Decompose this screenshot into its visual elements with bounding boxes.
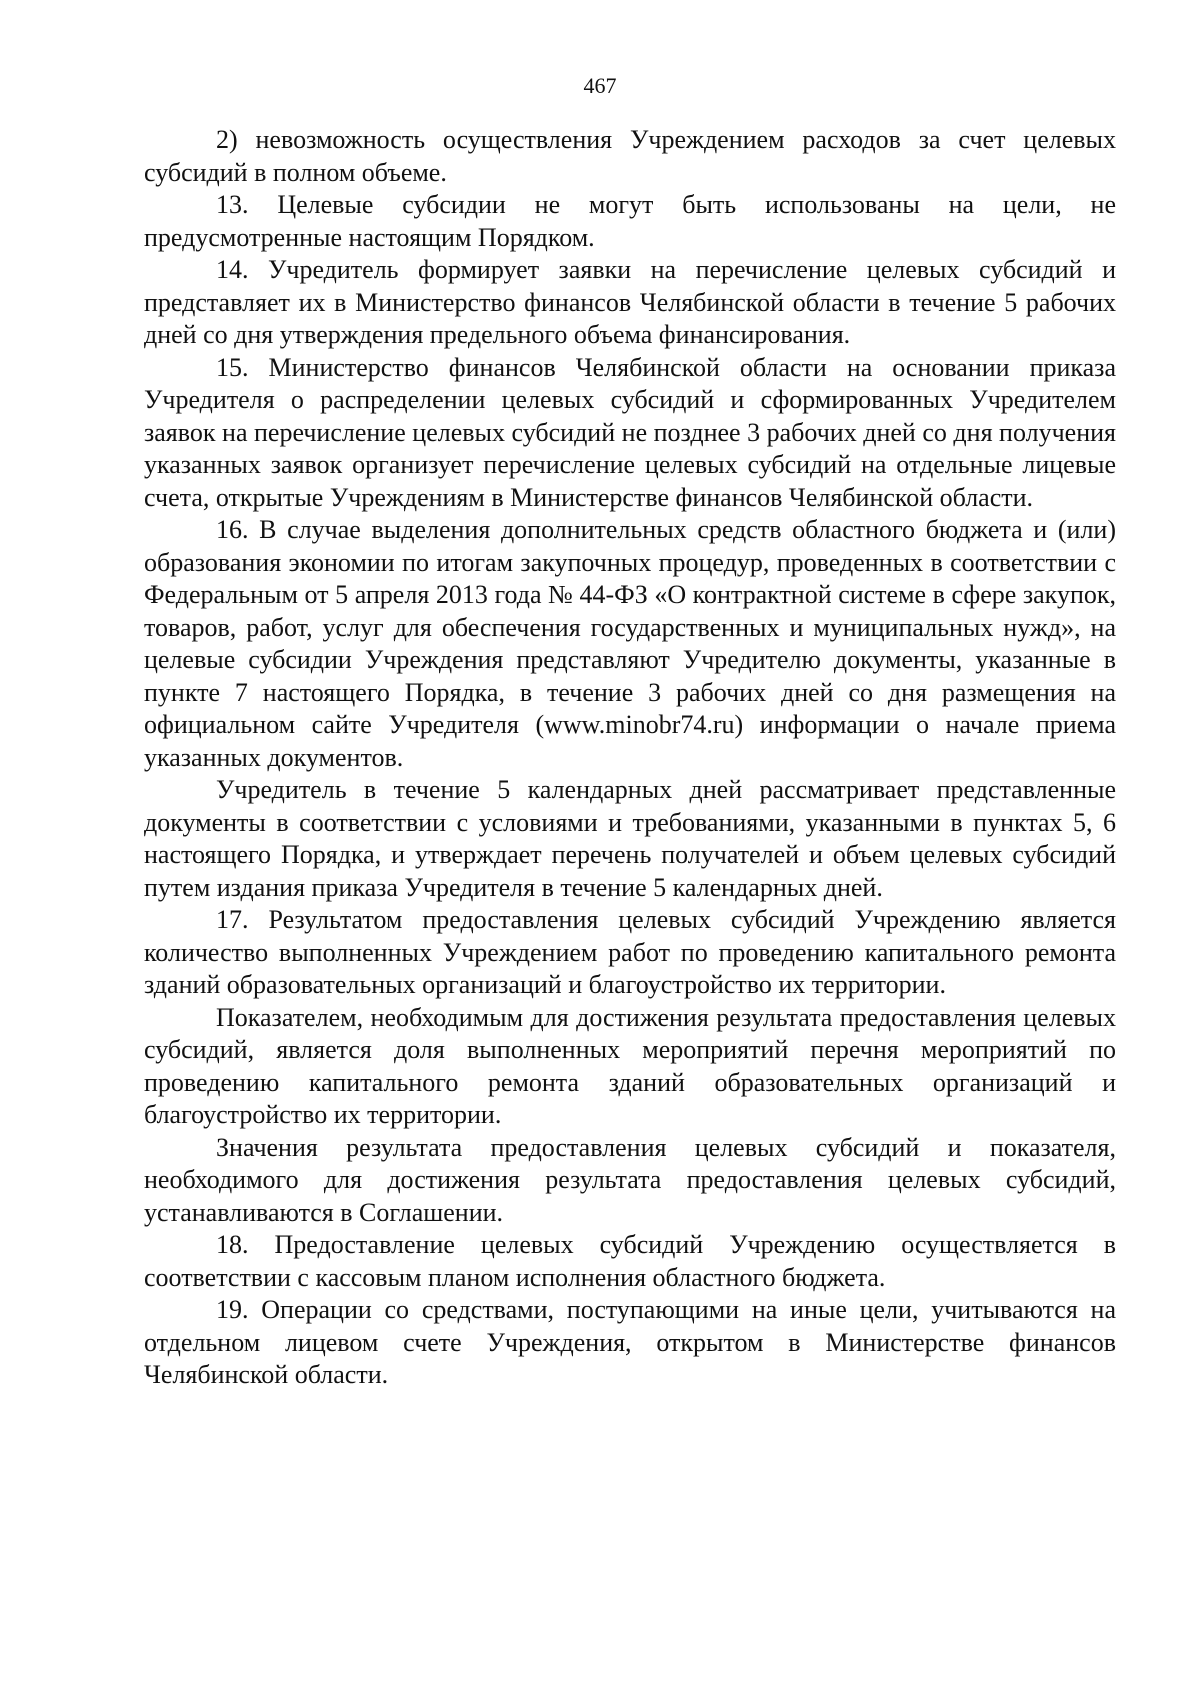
document-body (144, 124, 1116, 1392)
paragraph-clause-17-indicator: Показателем, необходимым для достижения результата предоставления целевых субсидий, является доля выполненных мероприятий перечня мероприятий по проведению капитального ремонта зданий образовательных организаций и благоустройство их территории. (144, 1002, 1116, 1129)
paragraph-clause-17-values: Значения результата предоставления целевых субсидий и показателя, необходимого для достижения результата предоставления целевых субсидий, устанавливаются в Соглашении. (144, 1132, 1116, 1227)
paragraph-clause-15: 15. Министерство финансов Челябинской области на основании приказа Учредителя о распределении целевых субсидий и сформированных Учредителем заявок на перечисление целевых субсидий не позднее 3 рабочих дней со дня получения указанных заявок организует перечисление целевых субсидий на отдельные лицевые счета, открытые Учреждениям в Министерстве финансов Челябинской области. (144, 352, 1116, 512)
paragraph-clause-16: 16. В случае выделения дополнительных средств областного бюджета и (или) образования экономии по итогам закупочных процедур, проведенных в соответствии с Федеральным от 5 апреля 2013 года № 44-ФЗ «О контрактной системе в сфере закупок, товаров, работ, услуг для обеспечения государственных и муниципальных нужд», на целевые субсидии Учреждения представляют Учредителю документы, указанные в пункте 7 настоящего Порядка, в течение 3 рабочих дней со дня размещения на официальном сайте Учредителя (www.minobr74.ru) информации о начале приема указанных документов. (144, 515, 1116, 772)
page-number: 467 (583, 73, 617, 98)
paragraph-clause-13: 13. Целевые субсидии не могут быть использованы на цели, не предусмотренные настоящим Порядком. (144, 190, 1116, 252)
paragraph-clause-14: 14. Учредитель формирует заявки на перечисление целевых субсидий и представляет их в Министерство финансов Челябинской области в течение 5 рабочих дней со дня утверждения предельного объема финансирования. (144, 255, 1116, 349)
paragraph-clause-16-continued: Учредитель в течение 5 календарных дней рассматривает представленные документы в соответствии с условиями и требованиями, указанными в пунктах 5, 6 настоящего Порядка, и утверждает перечень получателей и объем целевых субсидий путем издания приказа Учредителя в течение 5 календарных дней. (144, 775, 1116, 902)
paragraph-clause-17: 17. Результатом предоставления целевых субсидий Учреждению является количество выполненных Учреждением работ по проведению капитального ремонта зданий образовательных организаций и благоустройство их территории. (144, 905, 1116, 999)
paragraph-clause-18: 18. Предоставление целевых субсидий Учреждению осуществляется в соответствии с кассовым планом исполнения областного бюджета. (144, 1230, 1116, 1292)
paragraph-clause-19: 19. Операции со средствами, поступающими на иные цели, учитываются на отдельном лицевом счете Учреждения, открытом в Министерстве финансов Челябинской области. (144, 1295, 1116, 1389)
paragraph-item-2: 2) невозможность осуществления Учреждением расходов за счет целевых субсидий в полном объеме. (144, 125, 1116, 187)
